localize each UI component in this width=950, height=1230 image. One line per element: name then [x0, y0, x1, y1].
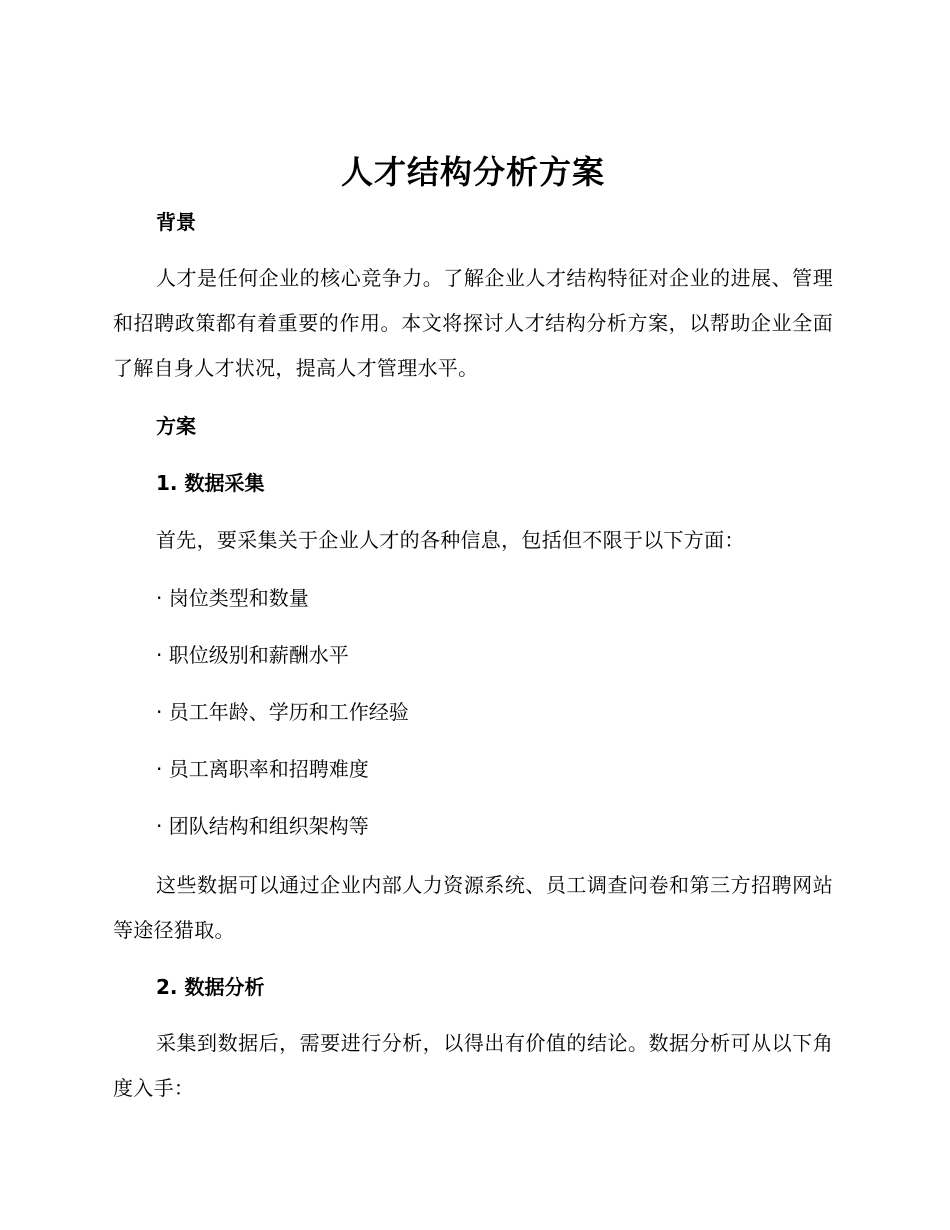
paragraph-background: 人才是任何企业的核心竞争力。了解企业人才结构特征对企业的进展、管理和招聘政策都有着重要的作用。本文将探讨人才结构分析方案，以帮助企业全面了解自身人才状况，提高人才管理水平。: [113, 266, 833, 380]
paragraph-data-analysis-intro: 采集到数据后，需要进行分析，以得出有价值的结论。数据分析可从以下角度入手：: [113, 1031, 833, 1100]
document-title: 人才结构分析方案: [340, 153, 605, 191]
list-item: · 团队结构和组织架构等: [156, 814, 369, 838]
list-item: · 员工离职率和招聘难度: [156, 757, 369, 781]
list-item: · 职位级别和薪酬水平: [156, 643, 349, 667]
paragraph-data-collection-intro: 首先，要采集关于企业人才的各种信息，包括但不限于以下方面：: [156, 528, 745, 552]
section-heading-plan: 方案: [156, 414, 196, 438]
list-item: · 员工年龄、学历和工作经验: [156, 700, 409, 724]
subsection-heading-data-collection: 1. 数据采集: [156, 471, 265, 495]
list-item: · 岗位类型和数量: [156, 586, 309, 610]
subsection-heading-data-analysis: 2. 数据分析: [156, 975, 265, 999]
section-heading-background: 背景: [156, 210, 196, 234]
paragraph-data-collection-outro: 这些数据可以通过企业内部人力资源系统、员工调查问卷和第三方招聘网站等途径猎取。: [113, 873, 833, 942]
